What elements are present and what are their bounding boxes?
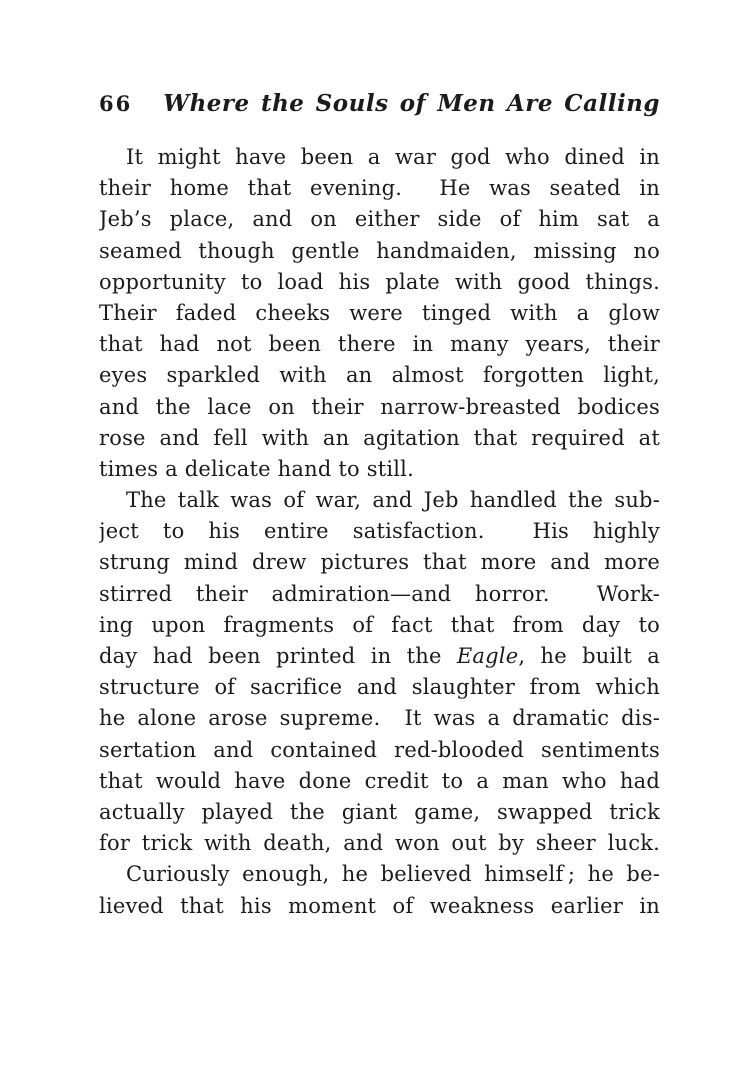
text-line: seamed though gentle handmaiden, missing no: [99, 238, 660, 263]
body-text: [99, 142, 660, 922]
paragraph-2: [99, 485, 660, 859]
text-line: that would have done credit to a man who had: [99, 768, 660, 793]
text-line: that had not been there in many years, their: [99, 332, 660, 357]
text-line: lieved that his moment of weakness earlier in: [99, 893, 660, 918]
text-line: Jeb’s place, and on either side of him sat a: [99, 207, 660, 232]
text-line: for trick with death, and won out by sheer luck.: [99, 831, 660, 856]
text-line: ject to his entire satisfaction. His highly: [99, 519, 660, 544]
italic-word-eagle: Eagle: [456, 644, 519, 668]
text-line: ing upon fragments of fact that from day to: [99, 612, 660, 637]
text-line: sertation and contained red-blooded sentiments: [99, 737, 660, 762]
text-line: rose and fell with an agitation that required at: [99, 425, 660, 450]
text-line: It might have been a war god who dined in: [126, 145, 660, 169]
paragraph-3: [99, 859, 660, 921]
page-number: 66: [99, 91, 133, 116]
text-line: Their faded cheeks were tinged with a glow: [99, 300, 660, 325]
page-content: [99, 90, 660, 922]
text-line: stirred their admiration—and horror. Work-: [99, 581, 660, 606]
text-line: strung mind drew pictures that more and more: [99, 550, 660, 575]
text-line-with-italic: [99, 641, 660, 672]
page-title: Where the Souls of Men Are Calling: [163, 90, 660, 117]
text-line: their home that evening. He was seated in: [99, 176, 660, 201]
text-line: eyes sparkled with an almost forgotten light,: [99, 363, 660, 388]
text-line: opportunity to load his plate with good things.: [99, 269, 660, 294]
text-line: he alone arose supreme. It was a dramatic dis-: [99, 706, 660, 731]
paragraph-1: [99, 142, 660, 485]
text-line: Curiously enough, he believed himself ; he be-: [126, 862, 660, 887]
text-line: The talk was of war, and Jeb handled the sub-: [126, 488, 660, 513]
text-segment: day had been printed in the: [99, 644, 457, 668]
text-line: times a delicate hand to still.: [99, 456, 414, 481]
running-head: [99, 90, 660, 122]
text-line: structure of sacrifice and slaughter from which: [99, 675, 660, 700]
text-segment: , he built a: [518, 644, 660, 668]
text-line: actually played the giant game, swapped trick: [99, 799, 660, 824]
text-line: and the lace on their narrow-breasted bodices: [99, 394, 660, 419]
